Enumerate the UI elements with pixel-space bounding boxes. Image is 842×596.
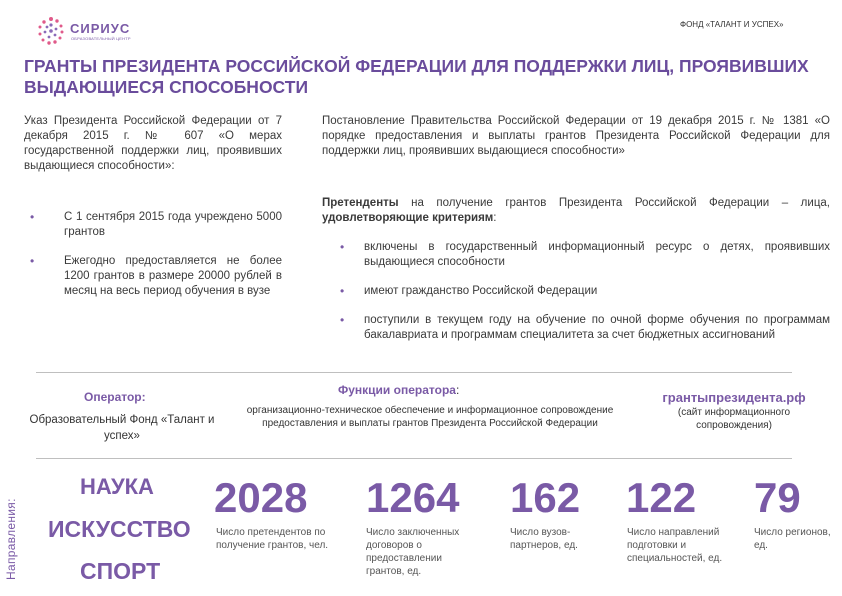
applicants-text: на получение грантов Президента Российской Федерации – лица, [398,197,830,209]
applicants-statement [322,196,830,226]
applicants-colon: : [493,212,497,224]
page-title: ГРАНТЫ ПРЕЗИДЕНТА РОССИЙСКОЙ ФЕДЕРАЦИИ ДЛЯ ПОДДЕРЖКИ ЛИЦ, ПРОЯВИВШИХ ВЫДАЮЩИЕСЯ СПОСОБНОСТИ [24,56,809,97]
fund-name: ФОНД «ТАЛАНТ И УСПЕХ» [680,20,784,29]
bullet-icon: • [340,313,345,327]
list-item [322,240,830,270]
stat-value: 1264 [366,474,460,521]
operator-label: Оператор: [84,390,146,404]
presidential-decree: Указ Президента Российской Федерации от 7 декабря 2015 г. № 607 «О мерах государственной поддержки лиц, проявивших выдающиеся способности»: [24,115,282,172]
stat-value: 162 [510,474,581,521]
bullet-icon: • [340,284,345,298]
applicants-label: Претенденты [322,197,399,209]
list-item [24,254,282,299]
sirius-logo-icon [36,16,66,46]
stat-value: 79 [754,474,801,521]
bullet-icon: • [340,240,345,254]
site-note: (сайт информационного сопровождения) [677,407,791,431]
functions-text: организационно-техническое обеспечение и информационное сопровождение предоставления и выплаты грантов Президента Российской Федерации [246,405,614,429]
list-item [322,284,830,299]
stat-caption: Число вузов-партнеров, ед. [510,527,578,551]
logo-name: СИРИУС [70,21,131,36]
divider [36,372,792,373]
list-item-text: поступили в текущем году на обучение по очной форме обучения по программам бакалавриата и программам специалитета за счет бюджетных ассигнований [364,314,830,341]
criteria-label: удовлетворяющие критериям [322,212,494,224]
list-item-text: Ежегодно предоставляется не более 1200 грантов в размере 20000 рублей в месяц на весь период обучения в вузе [64,255,282,297]
list-item-text: С 1 сентября 2015 года учреждено 5000 грантов [64,211,282,238]
stat-caption: Число регионов, ед. [754,527,831,551]
functions-label [338,383,459,397]
decree-bullet-list [24,210,282,313]
direction-sport: СПОРТ [80,558,161,584]
bullet-icon: • [30,210,35,224]
operator-name: Образовательный Фонд «Талант и успех» [29,414,215,442]
logo-subtitle: ОБРАЗОВАТЕЛЬНЫЙ ЦЕНТР [71,36,131,41]
bullet-icon: • [30,254,35,268]
functions-label-text: Функции оператора [338,383,456,397]
stat-value: 2028 [214,474,308,521]
list-item [322,313,830,343]
list-item-text: имеют гражданство Российской Федерации [364,285,598,297]
stat-caption: Число направлений подготовки и специальностей, ед. [627,527,723,564]
government-resolution: Постановление Правительства Российской Федерации от 19 декабря 2015 г. № 1381 «О порядке предоставления и выплаты грантов Президента Российской Федерации для поддержки лиц, проявивших выдающиеся способности» [322,115,830,157]
stat-caption: Число претендентов по получение грантов, чел. [216,527,329,551]
direction-arts: ИСКУССТВО [48,516,191,542]
list-item [24,210,282,240]
directions-label: Направления: [4,498,18,580]
list-item-text: включены в государственный информационный ресурс о детях, проявивших выдающиеся способности [364,241,830,268]
divider [36,458,792,459]
stat-value: 122 [626,474,697,521]
functions-label-colon: : [455,383,460,397]
site-link[interactable]: грантыпрезидента.рф [662,390,806,405]
stat-caption: Число заключенных договоров о предоставлении грантов, ед. [366,527,460,577]
direction-science: НАУКА [80,474,154,499]
criteria-bullet-list [322,240,830,357]
